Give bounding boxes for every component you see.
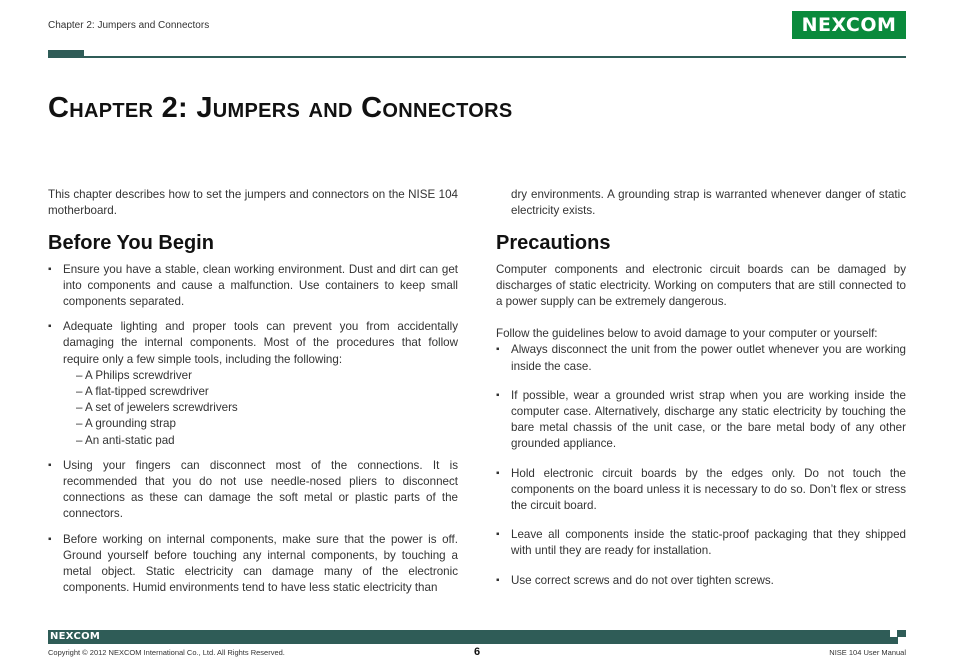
list-item: ▪ Adequate lighting and proper tools can prevent you from accidentally damaging the internal components. Most of the procedures that follow require only a few simple tools, including the following: – A Philips screwdriver – A flat-tipped screwdriver – A set of jewelers screwdrivers – A grounding strap – An anti-static pad (48, 319, 458, 449)
intro-paragraph: This chapter describes how to set the jumpers and connectors on the NISE 104 motherboard. (48, 188, 458, 218)
footer-logo: NEXCOM (50, 631, 101, 642)
tools-list (63, 368, 458, 449)
list-item: ▪ Using your fingers can disconnect most of the connections. It is recommended that you do not use needle-nosed pliers to disconnect connections as these can damage the soft metal or plastic parts of the connectors. (48, 458, 458, 523)
precautions-paragraph: Computer components and electronic circuit boards can be damaged by discharges of static electricity. Working on computers that are still connected to a power supply can be extremely dangerous. (496, 262, 906, 309)
continuation-paragraph: dry environments. A grounding strap is warranted whenever danger of static electricity exists. (511, 188, 906, 218)
tool-item: – A flat-tipped screwdriver (76, 384, 458, 400)
footer-corner-mark (898, 637, 906, 644)
tool-item: – A grounding strap (76, 416, 458, 432)
page-number: 6 (473, 646, 481, 658)
list-item: ▪ Always disconnect the unit from the power outlet whenever you are working inside the case. (496, 342, 906, 374)
guidelines-intro: Follow the guidelines below to avoid damage to your computer or yourself: (496, 327, 878, 341)
tool-item: – A Philips screwdriver (76, 368, 458, 384)
list-item: ▪ Leave all components inside the static-proof packaging that they shipped with until they are ready for installation. (496, 527, 906, 559)
list-item: ▪ Use correct screws and do not over tighten screws. (496, 573, 906, 589)
nexcom-logo (792, 11, 906, 39)
footer-bar (48, 630, 906, 644)
footer-copyright: Copyright © 2012 NEXCOM International Co., Ltd. All Rights Reserved. (48, 648, 285, 657)
precautions-heading: Precautions (496, 232, 611, 255)
right-column (496, 187, 906, 598)
list-item: ▪ Ensure you have a stable, clean working environment. Dust and dirt can get into components and cause a malfunction. Use containers to keep small components separated. (48, 262, 458, 311)
before-you-begin-heading: Before You Begin (48, 232, 214, 255)
left-column (48, 187, 458, 605)
list-item: ▪ If possible, wear a grounded wrist strap when you are working inside the computer case. Alternatively, discharge any static electricity by touching the bare metal chassis of the unit case, or the bare metal body of any other grounded appliance. (496, 388, 906, 453)
logo-text: NEXCOM (801, 14, 897, 36)
tool-item: – A set of jewelers screwdrivers (76, 400, 458, 416)
footer-manual-name: NISE 104 User Manual (829, 648, 906, 657)
list-item: ▪ Hold electronic circuit boards by the edges only. Do not touch the components on the board unless it is necessary to do so. Don’t flex or stress the circuit board. (496, 466, 906, 515)
before-list (48, 262, 458, 597)
footer-corner-mark (890, 630, 897, 637)
page-title: Chapter 2: Jumpers and Connectors (48, 92, 513, 124)
list-item: ▪ Before working on internal components, make sure that the power is off. Ground yourself before touching any internal components, by touching a metal object. Static electricity can damage many of the electronic components. Humid environments tend to have less static electricity than (48, 532, 458, 597)
header-bar-block (48, 50, 84, 58)
tool-item: – An anti-static pad (76, 433, 458, 449)
header-chapter-label: Chapter 2: Jumpers and Connectors (48, 20, 210, 31)
precautions-list (496, 342, 906, 588)
header-rule (84, 56, 906, 58)
